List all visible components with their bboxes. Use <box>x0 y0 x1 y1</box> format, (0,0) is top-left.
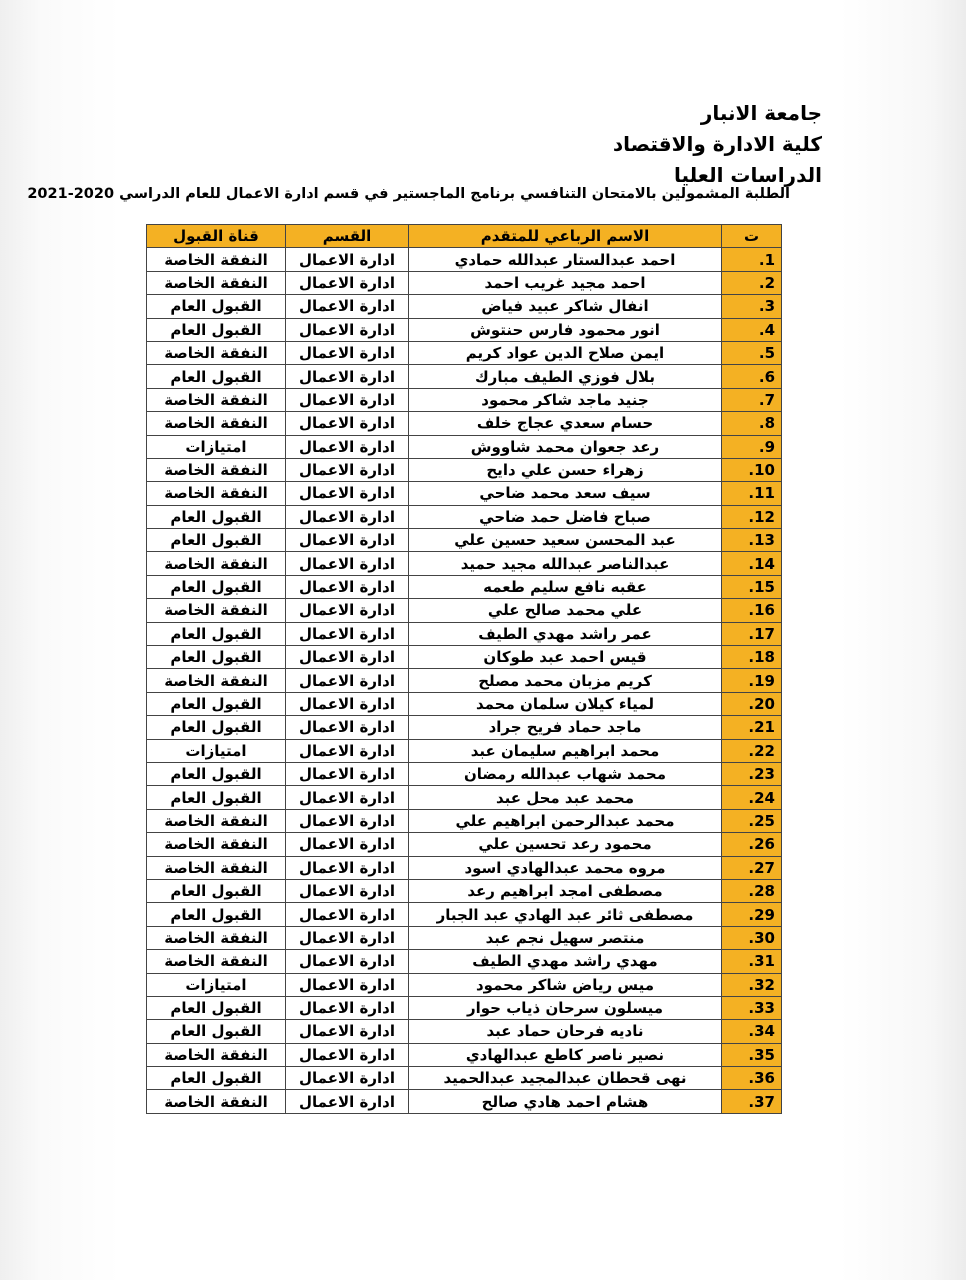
table-row <box>147 552 782 575</box>
department-cell: ادارة الاعمال <box>286 903 409 926</box>
student-name: انور محمود فارس حنتوش <box>409 318 722 341</box>
department-cell: ادارة الاعمال <box>286 458 409 481</box>
department-cell: ادارة الاعمال <box>286 996 409 1019</box>
admission-channel: القبول العام <box>147 646 286 669</box>
department-cell: ادارة الاعمال <box>286 1090 409 1113</box>
department-cell: ادارة الاعمال <box>286 879 409 902</box>
table-row <box>147 482 782 505</box>
table-row <box>147 271 782 294</box>
student-name: مصطفى امجد ابراهيم رعد <box>409 879 722 902</box>
row-number: 11. <box>722 482 782 505</box>
row-number: 18. <box>722 646 782 669</box>
department-cell: ادارة الاعمال <box>286 739 409 762</box>
row-number: 24. <box>722 786 782 809</box>
table-row <box>147 248 782 271</box>
row-number: 36. <box>722 1067 782 1090</box>
student-name: احمد عبدالستار عبدالله حمادي <box>409 248 722 271</box>
student-name: محمد ابراهيم سليمان عبد <box>409 739 722 762</box>
row-number: 25. <box>722 809 782 832</box>
row-number: 2. <box>722 271 782 294</box>
department-cell: ادارة الاعمال <box>286 482 409 505</box>
table-row <box>147 856 782 879</box>
table-row <box>147 1090 782 1113</box>
university-name: جامعة الانبار <box>700 101 822 125</box>
admission-channel: القبول العام <box>147 622 286 645</box>
department-cell: ادارة الاعمال <box>286 575 409 598</box>
admission-channel: النفقة الخاصة <box>147 412 286 435</box>
table-row <box>147 622 782 645</box>
row-number: 32. <box>722 973 782 996</box>
table-row <box>147 1020 782 1043</box>
admission-channel: امتيازات <box>147 435 286 458</box>
department-cell: ادارة الاعمال <box>286 552 409 575</box>
student-name: هشام احمد هادي صالح <box>409 1090 722 1113</box>
department-cell: ادارة الاعمال <box>286 1067 409 1090</box>
department-cell: ادارة الاعمال <box>286 599 409 622</box>
table-row <box>147 879 782 902</box>
row-number: 13. <box>722 529 782 552</box>
row-number: 31. <box>722 950 782 973</box>
student-name: ميسلون سرحان ذياب حوار <box>409 996 722 1019</box>
admission-channel: النفقة الخاصة <box>147 926 286 949</box>
student-name: علي محمد صالح علي <box>409 599 722 622</box>
department-cell: ادارة الاعمال <box>286 388 409 411</box>
row-number: 7. <box>722 388 782 411</box>
column-header-number: ت <box>722 225 782 248</box>
admission-channel: القبول العام <box>147 996 286 1019</box>
admission-channel: القبول العام <box>147 692 286 715</box>
table-body <box>147 248 782 1113</box>
department-cell: ادارة الاعمال <box>286 926 409 949</box>
admission-channel: القبول العام <box>147 505 286 528</box>
table-row <box>147 505 782 528</box>
row-number: 10. <box>722 458 782 481</box>
student-name: سيف سعد محمد ضاحي <box>409 482 722 505</box>
department-cell: ادارة الاعمال <box>286 692 409 715</box>
admission-channel: النفقة الخاصة <box>147 341 286 364</box>
department-cell: ادارة الاعمال <box>286 762 409 785</box>
department-cell: ادارة الاعمال <box>286 365 409 388</box>
student-name: رعد جعوان محمد شاووش <box>409 435 722 458</box>
row-number: 22. <box>722 739 782 762</box>
admission-channel: القبول العام <box>147 716 286 739</box>
department-cell: ادارة الاعمال <box>286 622 409 645</box>
department-cell: ادارة الاعمال <box>286 950 409 973</box>
department-cell: ادارة الاعمال <box>286 435 409 458</box>
student-name: مروه محمد عبدالهادي اسود <box>409 856 722 879</box>
student-name: عبد المحسن سعيد حسين علي <box>409 529 722 552</box>
department-cell: ادارة الاعمال <box>286 786 409 809</box>
admission-channel: القبول العام <box>147 762 286 785</box>
row-number: 23. <box>722 762 782 785</box>
admission-channel: امتيازات <box>147 973 286 996</box>
student-name: كريم مزبان محمد مصلح <box>409 669 722 692</box>
college-name: كلية الادارة والاقتصاد <box>612 132 822 156</box>
column-header-channel: قناة القبول <box>147 225 286 248</box>
row-number: 28. <box>722 879 782 902</box>
table-row <box>147 295 782 318</box>
row-number: 34. <box>722 1020 782 1043</box>
student-name: عمر راشد مهدي الطيف <box>409 622 722 645</box>
table-row <box>147 1043 782 1066</box>
student-name: منتصر سهيل نجم عبد <box>409 926 722 949</box>
department-cell: ادارة الاعمال <box>286 833 409 856</box>
student-name: ناديه فرحان حماد عبد <box>409 1020 722 1043</box>
admission-channel: القبول العام <box>147 879 286 902</box>
admission-channel: النفقة الخاصة <box>147 388 286 411</box>
student-name: صباح فاضل حمد ضاحي <box>409 505 722 528</box>
table-header-row <box>147 225 782 248</box>
row-number: 6. <box>722 365 782 388</box>
department-cell: ادارة الاعمال <box>286 529 409 552</box>
table-row <box>147 692 782 715</box>
table-row <box>147 996 782 1019</box>
row-number: 14. <box>722 552 782 575</box>
department-cell: ادارة الاعمال <box>286 341 409 364</box>
table-row <box>147 926 782 949</box>
row-number: 12. <box>722 505 782 528</box>
table-row <box>147 716 782 739</box>
column-header-department: القسم <box>286 225 409 248</box>
admission-channel: النفقة الخاصة <box>147 552 286 575</box>
table-row <box>147 318 782 341</box>
row-number: 4. <box>722 318 782 341</box>
column-header-name: الاسم الرباعي للمتقدم <box>409 225 722 248</box>
student-name: محمد شهاب عبدالله رمضان <box>409 762 722 785</box>
table-row <box>147 529 782 552</box>
table-row <box>147 973 782 996</box>
student-name: محمود رعد تحسين علي <box>409 833 722 856</box>
student-name: محمد عبدالرحمن ابراهيم علي <box>409 809 722 832</box>
admission-channel: القبول العام <box>147 529 286 552</box>
row-number: 5. <box>722 341 782 364</box>
admission-channel: النفقة الخاصة <box>147 271 286 294</box>
student-name: مصطفى ثائر عبد الهادي عبد الجبار <box>409 903 722 926</box>
student-name: عبدالناصر عبدالله مجيد حميد <box>409 552 722 575</box>
student-name: قيس احمد عبد طوكان <box>409 646 722 669</box>
department-cell: ادارة الاعمال <box>286 669 409 692</box>
admission-channel: القبول العام <box>147 365 286 388</box>
student-name: انفال شاكر عبيد فياض <box>409 295 722 318</box>
department-cell: ادارة الاعمال <box>286 295 409 318</box>
department-cell: ادارة الاعمال <box>286 646 409 669</box>
table-row <box>147 388 782 411</box>
students-table <box>146 224 782 1114</box>
student-name: جنيد ماجد شاكر محمود <box>409 388 722 411</box>
row-number: 37. <box>722 1090 782 1113</box>
department-cell: ادارة الاعمال <box>286 1043 409 1066</box>
table-row <box>147 786 782 809</box>
row-number: 20. <box>722 692 782 715</box>
student-name: احمد مجيد غريب احمد <box>409 271 722 294</box>
table-row <box>147 435 782 458</box>
admission-channel: القبول العام <box>147 903 286 926</box>
admission-channel: النفقة الخاصة <box>147 833 286 856</box>
row-number: 8. <box>722 412 782 435</box>
department-cell: ادارة الاعمال <box>286 318 409 341</box>
admission-channel: النفقة الخاصة <box>147 950 286 973</box>
department-cell: ادارة الاعمال <box>286 505 409 528</box>
student-name: مهدي راشد مهدي الطيف <box>409 950 722 973</box>
student-name: نصير ناصر كاطع عبدالهادي <box>409 1043 722 1066</box>
admission-channel: النفقة الخاصة <box>147 809 286 832</box>
student-name: ميس رياض شاكر محمود <box>409 973 722 996</box>
student-name: ماجد حماد فريح جراد <box>409 716 722 739</box>
admission-channel: القبول العام <box>147 1067 286 1090</box>
department-cell: ادارة الاعمال <box>286 809 409 832</box>
document-header <box>613 98 822 191</box>
row-number: 19. <box>722 669 782 692</box>
admission-channel: النفقة الخاصة <box>147 248 286 271</box>
table-row <box>147 646 782 669</box>
department-cell: ادارة الاعمال <box>286 1020 409 1043</box>
row-number: 21. <box>722 716 782 739</box>
student-name: عقبه نافع سليم طعمه <box>409 575 722 598</box>
table-row <box>147 762 782 785</box>
table-row <box>147 739 782 762</box>
student-name: محمد عبد محل عبد <box>409 786 722 809</box>
admission-channel: النفقة الخاصة <box>147 1043 286 1066</box>
row-number: 26. <box>722 833 782 856</box>
department-name: الدراسات العليا <box>673 163 822 187</box>
row-number: 35. <box>722 1043 782 1066</box>
admission-channel: النفقة الخاصة <box>147 856 286 879</box>
table-row <box>147 341 782 364</box>
table-row <box>147 809 782 832</box>
admission-channel: امتيازات <box>147 739 286 762</box>
department-cell: ادارة الاعمال <box>286 716 409 739</box>
admission-channel: القبول العام <box>147 575 286 598</box>
student-name: لمياء كيلان سلمان محمد <box>409 692 722 715</box>
student-name: نهى قحطان عبدالمجيد عبدالحميد <box>409 1067 722 1090</box>
table-row <box>147 458 782 481</box>
admission-channel: النفقة الخاصة <box>147 599 286 622</box>
table-row <box>147 599 782 622</box>
row-number: 30. <box>722 926 782 949</box>
table-row <box>147 575 782 598</box>
table-row <box>147 950 782 973</box>
admission-channel: القبول العام <box>147 1020 286 1043</box>
table-row <box>147 903 782 926</box>
admission-channel: القبول العام <box>147 295 286 318</box>
row-number: 15. <box>722 575 782 598</box>
department-cell: ادارة الاعمال <box>286 412 409 435</box>
row-number: 27. <box>722 856 782 879</box>
row-number: 16. <box>722 599 782 622</box>
document-subtitle: الطلبة المشمولين بالامتحان التنافسي برنامج الماجستير في قسم ادارة الاعمال للعام الدراسي 2020-2021 <box>27 186 790 202</box>
table-row <box>147 365 782 388</box>
row-number: 29. <box>722 903 782 926</box>
table-row <box>147 412 782 435</box>
department-cell: ادارة الاعمال <box>286 271 409 294</box>
admission-channel: النفقة الخاصة <box>147 669 286 692</box>
table-row <box>147 833 782 856</box>
table-row <box>147 1067 782 1090</box>
admission-channel: القبول العام <box>147 318 286 341</box>
admission-channel: النفقة الخاصة <box>147 458 286 481</box>
student-name: بلال فوزي الطيف مبارك <box>409 365 722 388</box>
row-number: 9. <box>722 435 782 458</box>
admission-channel: القبول العام <box>147 786 286 809</box>
department-cell: ادارة الاعمال <box>286 856 409 879</box>
admission-channel: النفقة الخاصة <box>147 1090 286 1113</box>
student-name: ايمن صلاح الدين عواد كريم <box>409 341 722 364</box>
row-number: 17. <box>722 622 782 645</box>
student-name: زهراء حسن علي دايح <box>409 458 722 481</box>
department-cell: ادارة الاعمال <box>286 248 409 271</box>
department-cell: ادارة الاعمال <box>286 973 409 996</box>
admission-channel: النفقة الخاصة <box>147 482 286 505</box>
row-number: 1. <box>722 248 782 271</box>
table-row <box>147 669 782 692</box>
student-name: حسام سعدي عجاج خلف <box>409 412 722 435</box>
row-number: 33. <box>722 996 782 1019</box>
row-number: 3. <box>722 295 782 318</box>
